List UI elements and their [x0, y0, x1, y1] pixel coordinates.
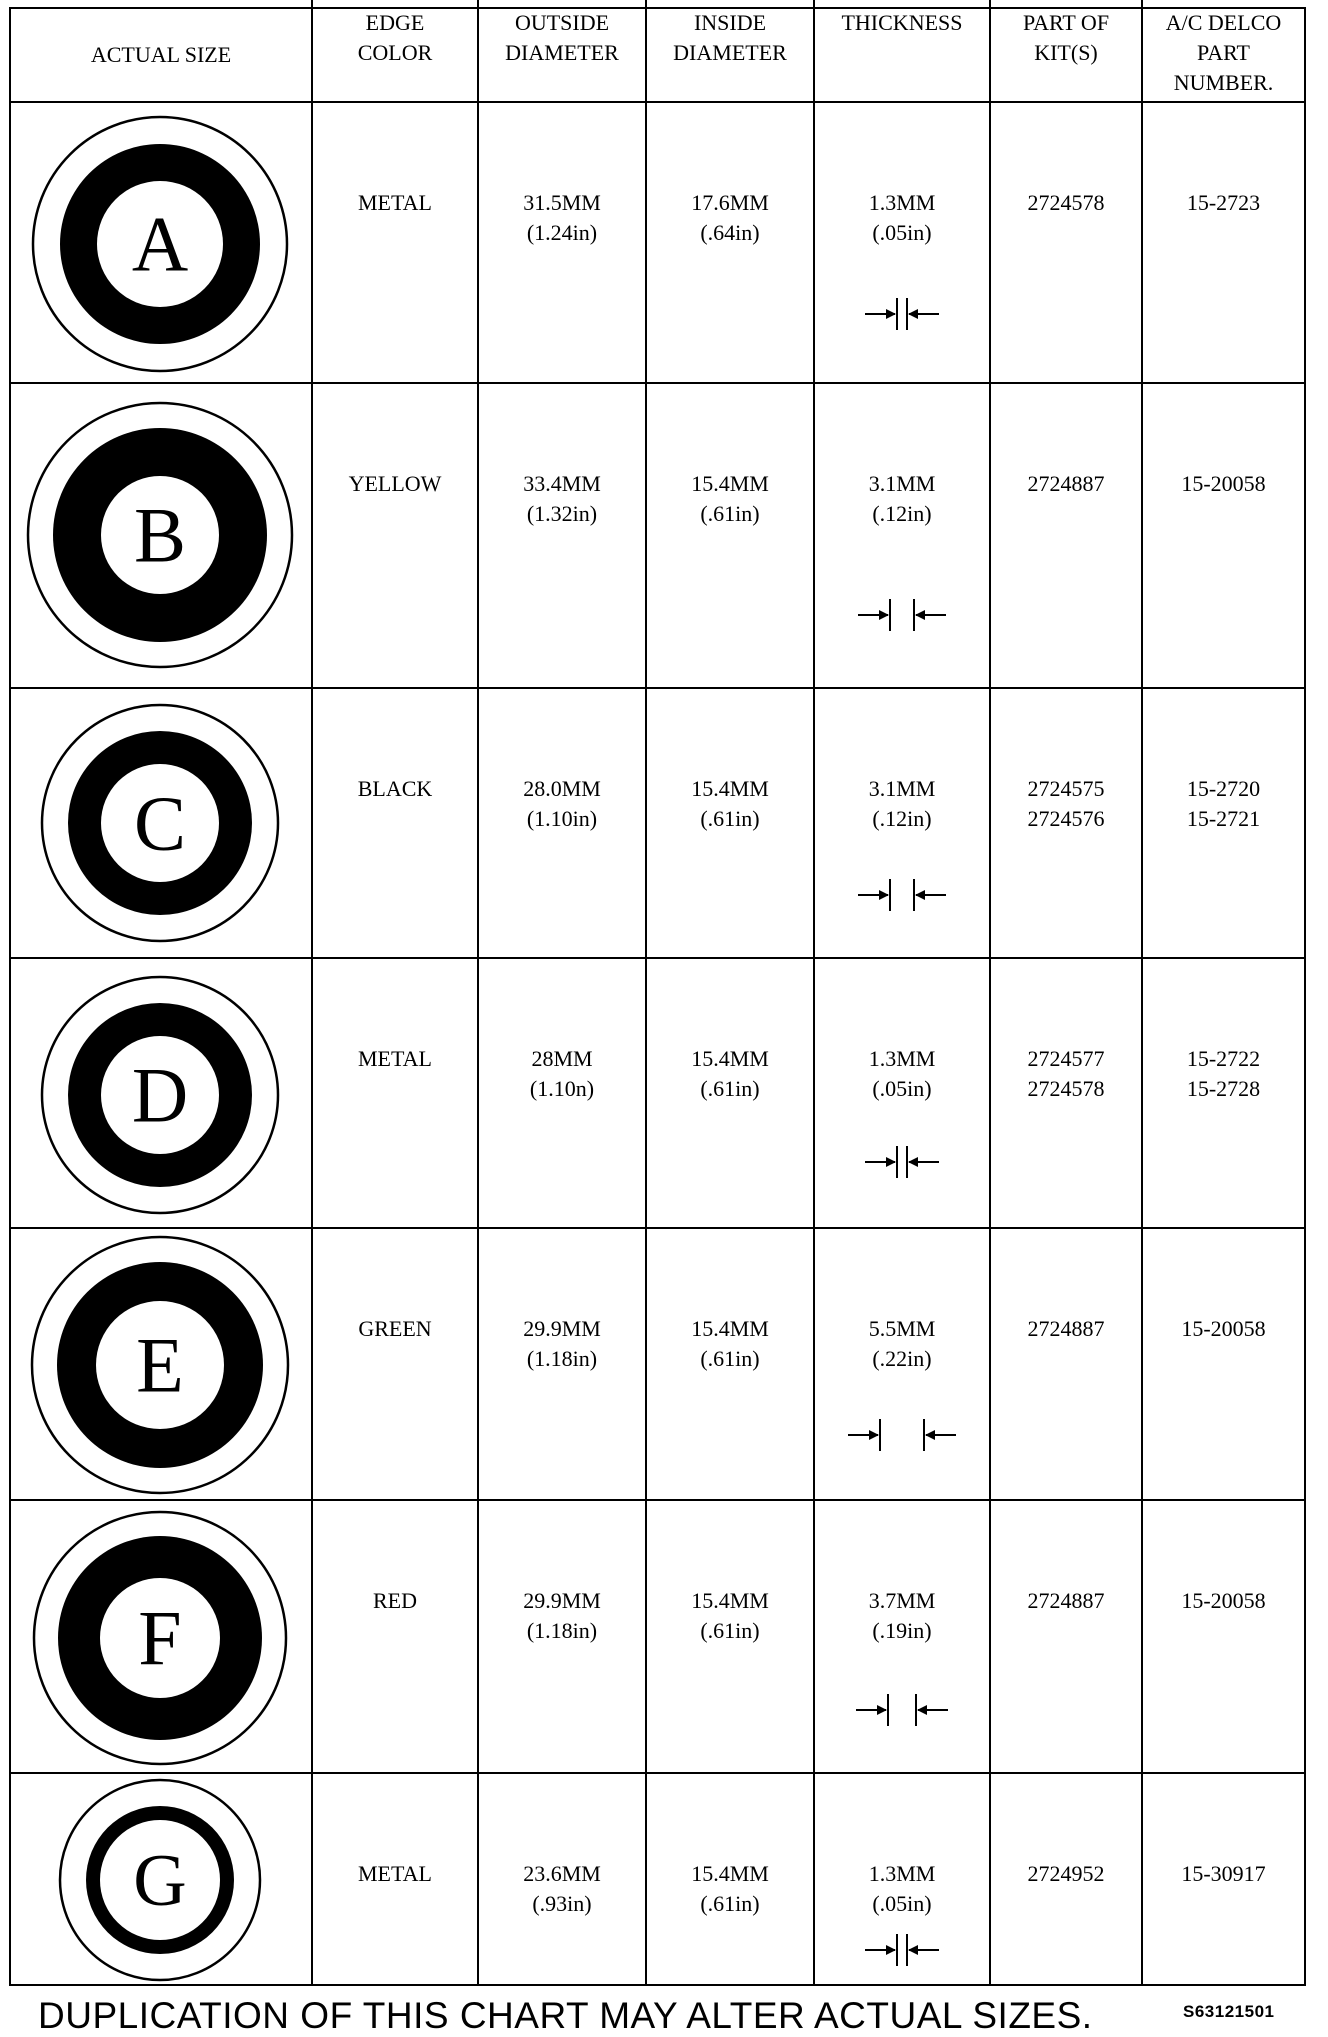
thickness-gauge-icon: [858, 879, 946, 911]
thickness: 1.3MM: [868, 1046, 936, 1071]
outside-diameter: (1.10in): [526, 806, 598, 831]
part-number: 15-20058: [1181, 1316, 1266, 1341]
washer-illustration: [28, 403, 292, 667]
inside-diameter: 15.4MM: [691, 1588, 769, 1613]
part-number: 15-20058: [1181, 1588, 1266, 1613]
part-of-kits: 2724952: [1027, 1861, 1105, 1886]
thickness: (.05in): [872, 220, 932, 245]
inside-diameter: (.61in): [700, 1346, 760, 1371]
edge-color: YELLOW: [348, 471, 442, 496]
inside-diameter: 15.4MM: [691, 1046, 769, 1071]
part-number: 15-20058: [1181, 471, 1266, 496]
edge-color: METAL: [357, 1861, 433, 1886]
inside-diameter: 17.6MM: [691, 190, 769, 215]
inside-diameter: (.61in): [700, 806, 760, 831]
header-edge-color: EDGE: [365, 10, 425, 35]
thickness: 5.5MM: [868, 1316, 936, 1341]
thickness: (.22in): [872, 1346, 932, 1371]
inside-diameter: (.64in): [700, 220, 760, 245]
inside-diameter: (.61in): [700, 1076, 760, 1101]
inside-diameter: (.61in): [700, 501, 760, 526]
edge-color: RED: [373, 1588, 417, 1613]
outside-diameter: (1.18in): [526, 1618, 598, 1643]
outside-diameter: (1.24in): [526, 220, 598, 245]
part-of-kits: 2724887: [1027, 1588, 1105, 1613]
part-number: 15-30917: [1181, 1861, 1266, 1886]
washer-letter: F: [138, 1594, 182, 1682]
thickness-gauge-icon: [865, 298, 939, 330]
part-number: 15-2720: [1186, 776, 1261, 801]
outside-diameter: (1.32in): [526, 501, 598, 526]
washer-letter: C: [133, 779, 187, 867]
thickness: 3.1MM: [868, 471, 936, 496]
table-row: [34, 1512, 1266, 1764]
outside-diameter: (1.18in): [526, 1346, 598, 1371]
outside-diameter: (.93in): [532, 1891, 592, 1916]
part-of-kits: 2724578: [1027, 190, 1105, 215]
thickness-gauge-icon: [848, 1419, 956, 1451]
thickness-gauge-icon: [865, 1146, 939, 1178]
thickness: (.05in): [872, 1076, 932, 1101]
header-edge-color: COLOR: [357, 40, 433, 65]
washer-letter: B: [133, 491, 187, 579]
thickness: (.19in): [872, 1618, 932, 1643]
thickness: 1.3MM: [868, 1861, 936, 1886]
washer-illustration: [33, 117, 287, 371]
inside-diameter: (.61in): [700, 1891, 760, 1916]
figure-code: S63121501: [1183, 2002, 1275, 2021]
table-row: [42, 977, 1260, 1213]
washer-illustration: [42, 705, 278, 941]
part-of-kits: 2724577: [1027, 1046, 1105, 1071]
header-inside-diameter: DIAMETER: [673, 40, 787, 65]
header-actual-size: ACTUAL SIZE: [90, 42, 232, 67]
part-number: 15-2728: [1186, 1076, 1261, 1101]
outside-diameter: 28MM: [531, 1046, 593, 1071]
part-of-kits: 2724887: [1027, 1316, 1105, 1341]
thickness: (.12in): [872, 501, 932, 526]
header-thickness: THICKNESS: [841, 10, 963, 35]
table-row: [60, 1780, 1266, 1980]
outside-diameter: (1.10n): [529, 1076, 595, 1101]
part-of-kits: 2724575: [1027, 776, 1105, 801]
part-of-kits: 2724887: [1027, 471, 1105, 496]
thickness-gauge-icon: [858, 599, 946, 631]
edge-color: METAL: [357, 190, 433, 215]
outside-diameter: 31.5MM: [523, 190, 601, 215]
outside-diameter: 29.9MM: [523, 1316, 601, 1341]
header-part-of-kits: PART OF: [1022, 10, 1110, 35]
part-of-kits: 2724576: [1027, 806, 1105, 831]
thickness: (.12in): [872, 806, 932, 831]
edge-color: METAL: [357, 1046, 433, 1071]
thickness: 3.7MM: [868, 1588, 936, 1613]
thickness: 1.3MM: [868, 190, 936, 215]
table-row: [32, 1237, 1266, 1493]
washer-illustration: [60, 1780, 260, 1980]
part-of-kits: 2724578: [1027, 1076, 1105, 1101]
header-part-of-kits: KIT(S): [1034, 40, 1098, 65]
edge-color: BLACK: [357, 776, 433, 801]
header-part-number: A/C DELCO: [1165, 10, 1282, 35]
washer-letter: G: [133, 1840, 187, 1923]
table-row: [42, 705, 1260, 941]
part-number: 15-2721: [1186, 806, 1261, 831]
thickness-gauge-icon: [856, 1694, 948, 1726]
inside-diameter: 15.4MM: [691, 471, 769, 496]
header-outside-diameter: DIAMETER: [505, 40, 619, 65]
header-outside-diameter: OUTSIDE: [514, 10, 610, 35]
header-part-number: PART: [1197, 40, 1250, 65]
washer-illustration: [42, 977, 278, 1213]
thickness: 3.1MM: [868, 776, 936, 801]
part-number: 15-2723: [1186, 190, 1261, 215]
washer-letter: D: [131, 1051, 189, 1139]
outside-diameter: 23.6MM: [523, 1861, 601, 1886]
inside-diameter: 15.4MM: [691, 1316, 769, 1341]
duplication-warning: DUPLICATION OF THIS CHART MAY ALTER ACTUAL SIZES.: [38, 1995, 1093, 2036]
washer-illustration: [34, 1512, 286, 1764]
part-number: 15-2722: [1186, 1046, 1261, 1071]
inside-diameter: 15.4MM: [691, 776, 769, 801]
inside-diameter: 15.4MM: [691, 1861, 769, 1886]
outside-diameter: 29.9MM: [523, 1588, 601, 1613]
inside-diameter: (.61in): [700, 1618, 760, 1643]
washer-illustration: [32, 1237, 288, 1493]
outside-diameter: 33.4MM: [523, 471, 601, 496]
thickness-gauge-icon: [865, 1934, 939, 1966]
washer-letter: E: [136, 1321, 184, 1409]
washer-letter: A: [131, 200, 189, 288]
edge-color: GREEN: [358, 1316, 432, 1341]
header-inside-diameter: INSIDE: [693, 10, 767, 35]
thickness: (.05in): [872, 1891, 932, 1916]
header-part-number: NUMBER.: [1173, 70, 1274, 95]
outside-diameter: 28.0MM: [523, 776, 601, 801]
